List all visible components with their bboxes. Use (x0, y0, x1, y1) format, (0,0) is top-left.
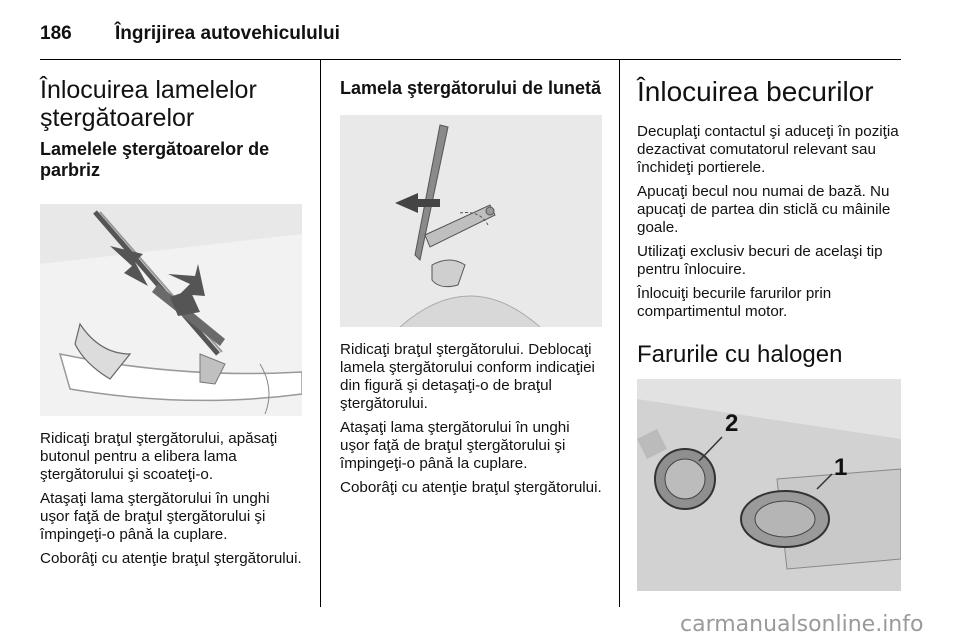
paragraph: Coborâţi cu atenţie braţul ştergătorului. (340, 479, 602, 496)
instructions (637, 123, 901, 321)
callout-label-1: 1 (834, 454, 848, 481)
windshield-wiper-illustration (40, 204, 302, 416)
column-divider-1 (320, 60, 321, 607)
column-windshield-wiper (40, 62, 302, 574)
column-divider-2 (619, 60, 620, 607)
section-title: Lamela ştergătorului de lunetă (340, 78, 602, 98)
section-title: Înlocuirea lamelelor ştergătoarelor (40, 76, 257, 132)
section-title: Înlocuirea becurilor (637, 76, 874, 107)
paragraph: Coborâţi cu atenţie braţul ştergătorului. (40, 550, 302, 567)
running-title: Îngrijirea autovehiculului (115, 23, 340, 44)
section-subtitle: Farurile cu halogen (637, 341, 843, 368)
paragraph: Ridicaţi braţul ştergătorului. Deblocaţi lamela ştergătorului conform indicaţiei din figură şi detaşaţi-o de braţul ştergătorului. (340, 341, 595, 412)
paragraph: Apucaţi becul nou numai de bază. Nu apucaţi de partea din sticlă cu mâinile goale. (637, 183, 891, 236)
paragraph: Înlocuiţi becurile farurilor prin compartimentul motor. (637, 285, 832, 320)
paragraph: Decuplaţi contactul şi aduceţi în poziţia dezactivat comutatorul relevant sau închideţi portierele. (637, 123, 899, 176)
rear-wiper-figure (340, 115, 602, 327)
windshield-wiper-figure (40, 204, 302, 416)
paragraph: Utilizaţi exclusiv becuri de acelaşi tip pentru înlocuire. (637, 243, 883, 278)
column-bulb-replacement (637, 62, 901, 591)
page-number: 186 (40, 23, 72, 44)
column-rear-wiper (340, 62, 602, 503)
instructions (40, 430, 302, 568)
halogen-headlight-illustration (637, 379, 901, 591)
callout-label-2: 2 (725, 410, 739, 437)
header-rule (40, 59, 901, 60)
instructions (340, 341, 602, 497)
paragraph: Ataşaţi lama ştergătorului în unghi uşor faţă de braţul ştergătorului şi împingeţi-o până la cuplare. (40, 490, 270, 543)
halogen-headlight-figure (637, 379, 901, 591)
section-subtitle: Lamelele ştergătoarelor de parbriz (40, 139, 270, 180)
rear-wiper-illustration (340, 115, 602, 327)
paragraph: Ridicaţi braţul ştergătorului, apăsaţi butonul pentru a elibera lama ştergătorului şi scoateţi-o. (40, 430, 278, 483)
paragraph: Ataşaţi lama ştergătorului în unghi uşor faţă de braţul ştergătorului şi împingeţi-o până la cuplare. (340, 419, 570, 472)
page-header (40, 14, 900, 54)
watermark-url: carmanualsonline.info (680, 612, 924, 637)
